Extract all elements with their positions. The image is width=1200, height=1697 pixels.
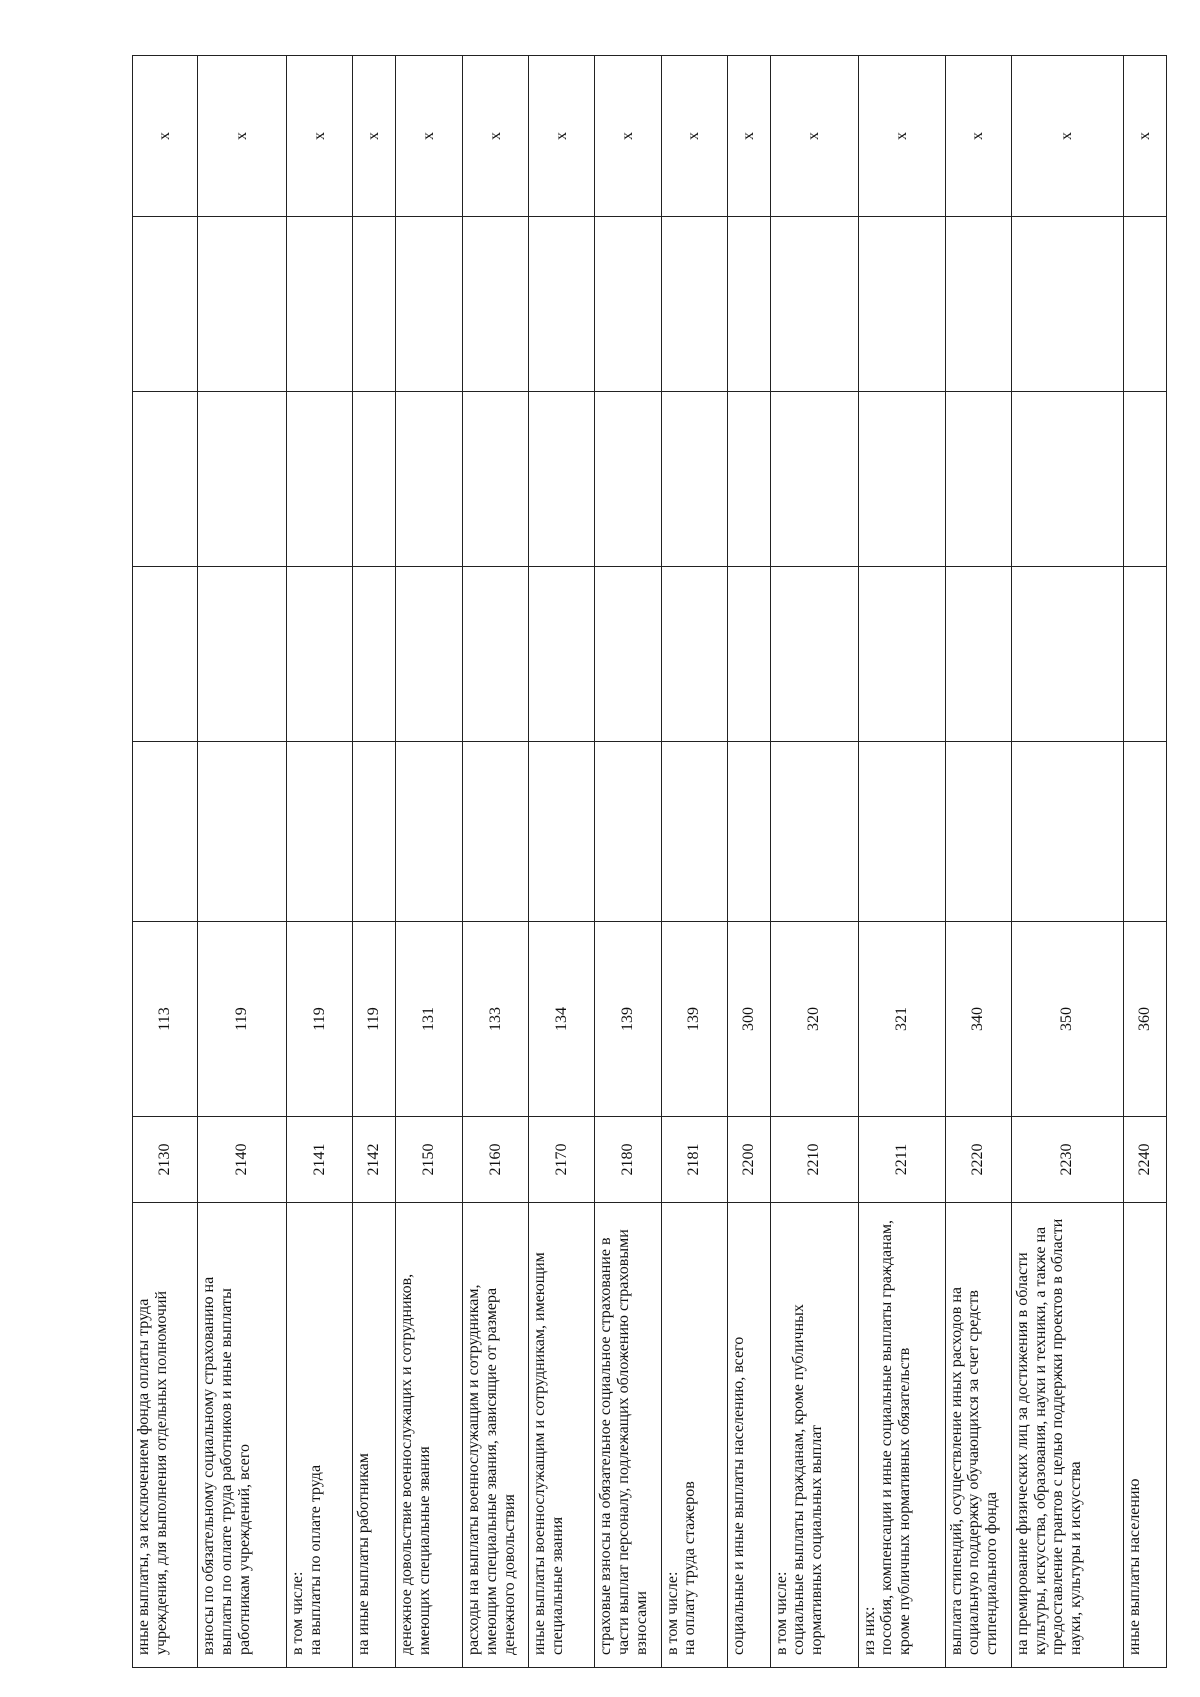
empty-cell [945,217,1011,392]
row-x-mark: x [1123,56,1166,217]
row-kosgu: 350 [1011,922,1123,1117]
row-x-mark: x [287,56,353,217]
table-row [463,56,529,1668]
row-kosgu: 119 [197,922,286,1117]
row-description: денежное довольствие военнослужащих и сотрудников, имеющих специальные звания [396,1203,463,1668]
row-description: на иные выплаты работникам [353,1203,396,1668]
empty-cell [770,217,858,392]
empty-cell [595,217,661,392]
empty-cell [727,742,770,922]
row-code: 2220 [945,1117,1011,1203]
row-x-mark: x [463,56,529,217]
row-code: 2200 [727,1117,770,1203]
row-kosgu: 131 [396,922,463,1117]
row-code: 2180 [595,1117,661,1203]
row-x-mark: x [858,56,945,217]
row-x-mark: x [396,56,463,217]
empty-cell [1011,392,1123,567]
empty-cell [727,392,770,567]
table-row [287,56,353,1668]
row-kosgu: 321 [858,922,945,1117]
row-description: социальные и иные выплаты населению, всего [727,1203,770,1668]
empty-cell [945,392,1011,567]
empty-cell [463,392,529,567]
empty-cell [396,217,463,392]
empty-cell [1123,392,1166,567]
row-code: 2140 [197,1117,286,1203]
empty-cell [396,742,463,922]
table-row [858,56,945,1668]
empty-cell [770,742,858,922]
row-kosgu: 113 [133,922,198,1117]
empty-cell [287,567,353,742]
empty-cell [133,567,198,742]
row-description: в том числе: на оплату труда стажеров [661,1203,727,1668]
empty-cell [1123,217,1166,392]
table-row [529,56,595,1668]
table-row [770,56,858,1668]
row-code: 2211 [858,1117,945,1203]
row-description: в том числе: на выплаты по оплате труда [287,1203,353,1668]
row-x-mark: x [661,56,727,217]
empty-cell [287,217,353,392]
empty-cell [770,567,858,742]
row-description: взносы по обязательному социальному страхованию на выплаты по оплате труда работников и иные выплаты работникам учреждений, всего [197,1203,286,1668]
row-kosgu: 300 [727,922,770,1117]
row-code: 2142 [353,1117,396,1203]
empty-cell [529,392,595,567]
row-x-mark: x [529,56,595,217]
row-x-mark: x [945,56,1011,217]
row-description: на премирование физических лиц за достижения в области культуры, искусства, образования, науки и техники, а также на предоставление грантов с целью поддержки проектов в области науки, культуры и искусства [1011,1203,1123,1668]
empty-cell [595,392,661,567]
empty-cell [396,567,463,742]
empty-cell [463,742,529,922]
empty-cell [529,742,595,922]
row-x-mark: x [353,56,396,217]
row-description: расходы на выплаты военнослужащим и сотрудникам, имеющим специальные звания, зависящие от размера денежного довольствия [463,1203,529,1668]
empty-cell [727,567,770,742]
table-row [727,56,770,1668]
row-kosgu: 119 [287,922,353,1117]
empty-cell [661,217,727,392]
table-row [197,56,286,1668]
empty-cell [287,392,353,567]
empty-cell [133,392,198,567]
row-code: 2230 [1011,1117,1123,1203]
empty-cell [858,742,945,922]
row-description: выплата стипендий, осуществление иных расходов на социальную поддержку обучающихся за счет средств стипендиального фонда [945,1203,1011,1668]
table-row [133,56,198,1668]
row-code: 2141 [287,1117,353,1203]
table-row [353,56,396,1668]
row-description: из них: пособия, компенсации и иные социальные выплаты гражданам, кроме публичных нормативных обязательств [858,1203,945,1668]
empty-cell [858,567,945,742]
row-kosgu: 340 [945,922,1011,1117]
empty-cell [595,742,661,922]
empty-cell [661,392,727,567]
empty-cell [353,567,396,742]
row-kosgu: 133 [463,922,529,1117]
empty-cell [133,742,198,922]
row-kosgu: 134 [529,922,595,1117]
empty-cell [858,217,945,392]
row-x-mark: x [770,56,858,217]
table-row [595,56,661,1668]
empty-cell [463,567,529,742]
empty-cell [197,742,286,922]
row-x-mark: x [133,56,198,217]
empty-cell [353,217,396,392]
table-row [1123,56,1166,1668]
row-code: 2150 [396,1117,463,1203]
row-x-mark: x [595,56,661,217]
row-kosgu: 139 [661,922,727,1117]
row-kosgu: 119 [353,922,396,1117]
row-code: 2240 [1123,1117,1166,1203]
row-description: иные выплаты населению [1123,1203,1166,1668]
row-kosgu: 139 [595,922,661,1117]
empty-cell [1123,567,1166,742]
table-row [1011,56,1123,1668]
row-description: страховые взносы на обязательное социальное страхование в части выплат персоналу, подлежащих обложению страховыми взносами [595,1203,661,1668]
table-row [945,56,1011,1668]
row-description: иные выплаты военнослужащим и сотрудникам, имеющим специальные звания [529,1203,595,1668]
empty-cell [353,742,396,922]
row-code: 2130 [133,1117,198,1203]
empty-cell [1011,217,1123,392]
row-description: иные выплаты, за исключением фонда оплаты труда учреждения, для выполнения отдельных полномочий [133,1203,198,1668]
empty-cell [133,217,198,392]
expenses-table [132,55,1167,1668]
empty-cell [287,742,353,922]
empty-cell [661,742,727,922]
row-code: 2181 [661,1117,727,1203]
empty-cell [1011,567,1123,742]
empty-cell [529,567,595,742]
empty-cell [529,217,595,392]
empty-cell [197,392,286,567]
row-x-mark: x [197,56,286,217]
row-code: 2210 [770,1117,858,1203]
empty-cell [770,392,858,567]
row-description: в том числе: социальные выплаты гражданам, кроме публичных нормативных социальных выплат [770,1203,858,1668]
empty-cell [197,217,286,392]
empty-cell [1123,742,1166,922]
row-code: 2160 [463,1117,529,1203]
empty-cell [197,567,286,742]
empty-cell [353,392,396,567]
row-x-mark: x [727,56,770,217]
empty-cell [858,392,945,567]
empty-cell [595,567,661,742]
empty-cell [727,217,770,392]
empty-cell [1011,742,1123,922]
rotated-page [132,56,1167,1668]
table-row [661,56,727,1668]
row-kosgu: 320 [770,922,858,1117]
row-kosgu: 360 [1123,922,1166,1117]
empty-cell [396,392,463,567]
empty-cell [945,567,1011,742]
empty-cell [661,567,727,742]
row-x-mark: x [1011,56,1123,217]
table-row [396,56,463,1668]
empty-cell [463,217,529,392]
row-code: 2170 [529,1117,595,1203]
empty-cell [945,742,1011,922]
